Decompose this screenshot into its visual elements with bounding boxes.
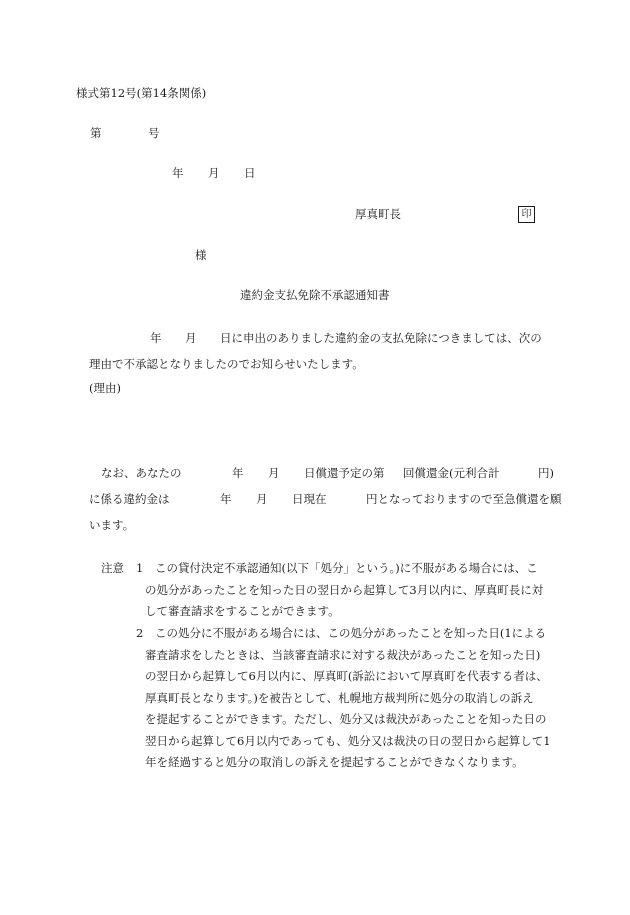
notice-line-3: います。 (89, 518, 135, 532)
document-title: 違約金支払免除不承認通知書 (240, 288, 390, 302)
reason-label: (理由) (89, 381, 121, 395)
addressee-honorific: 様 (195, 248, 207, 262)
notice-line-2-a: に係る違約金は (89, 492, 170, 506)
note-2-number: 2 (136, 626, 144, 640)
note-2-line-2: 審査請求をしたときは、当該審査請求に対する裁決があったことを知った日) (145, 648, 541, 662)
notice-line-1-d: 日償還予定の第 (304, 466, 385, 480)
date-month: 月 (208, 166, 220, 180)
notice-line-1-a: なお、あなたの (101, 466, 182, 480)
notice-line-1-e: 回償還金(元利合計 (403, 466, 500, 480)
body-line-1: 日に申出のありました違約金の支払免除につきましては、次の (220, 331, 542, 345)
notice-line-2-e: 円となっておりますので至急償還を願 (366, 492, 562, 506)
body-year: 年 (150, 331, 162, 345)
form-title: 様式第12号(第14条関係) (76, 86, 207, 100)
document-number-prefix: 第 (90, 126, 102, 140)
document-number-suffix: 号 (148, 126, 160, 140)
note-1-line-2: の処分があったことを知った日の翌日から起算して3月以内に、厚真町長に対 (145, 583, 544, 597)
notice-line-1-month: 月 (268, 466, 280, 480)
note-2-line-4: 厚真町長となります。)を被告として、札幌地方裁判所に処分の取消しの訴え (145, 691, 534, 705)
note-2-line-6: 翌日から起算して6月以内であっても、処分又は裁決の日の翌日から起算して1 (145, 734, 551, 748)
note-1-line-1: この貸付決定不承認通知(以下「処分」という。)に不服がある場合には、こ (155, 561, 538, 575)
date-year: 年 (172, 166, 184, 180)
note-2-line-3: の翌日から起算して6月以内に、厚真町(訴訟において厚真町を代表する者は、 (145, 669, 548, 683)
body-month: 月 (185, 331, 197, 345)
note-2-line-1: この処分に不服がある場合には、この処分があったことを知った日(1による (155, 626, 547, 640)
notice-line-2-d: 日現在 (292, 492, 327, 506)
body-line-2: 理由で不承認となりましたのでお知らせいたします。 (89, 357, 364, 371)
note-2-line-7: 年を経過すると処分の取消しの訴えを提起することができなくなります。 (145, 755, 524, 769)
note-2-line-5: を提起することができます。ただし、処分又は裁決があったことを知った日の (145, 712, 547, 726)
notice-line-2-year: 年 (220, 492, 232, 506)
date-day: 日 (244, 166, 256, 180)
notice-line-2-month: 月 (256, 492, 268, 506)
note-1-line-3: して審査請求をすることができます。 (145, 604, 340, 618)
issuer-name: 厚真町長 (355, 207, 401, 221)
notes-label: 注意 (101, 561, 124, 575)
seal-mark: 印 (518, 206, 535, 223)
note-1-number: 1 (136, 561, 144, 575)
notice-line-1-f: 円) (538, 466, 554, 480)
notice-line-1-year: 年 (232, 466, 244, 480)
